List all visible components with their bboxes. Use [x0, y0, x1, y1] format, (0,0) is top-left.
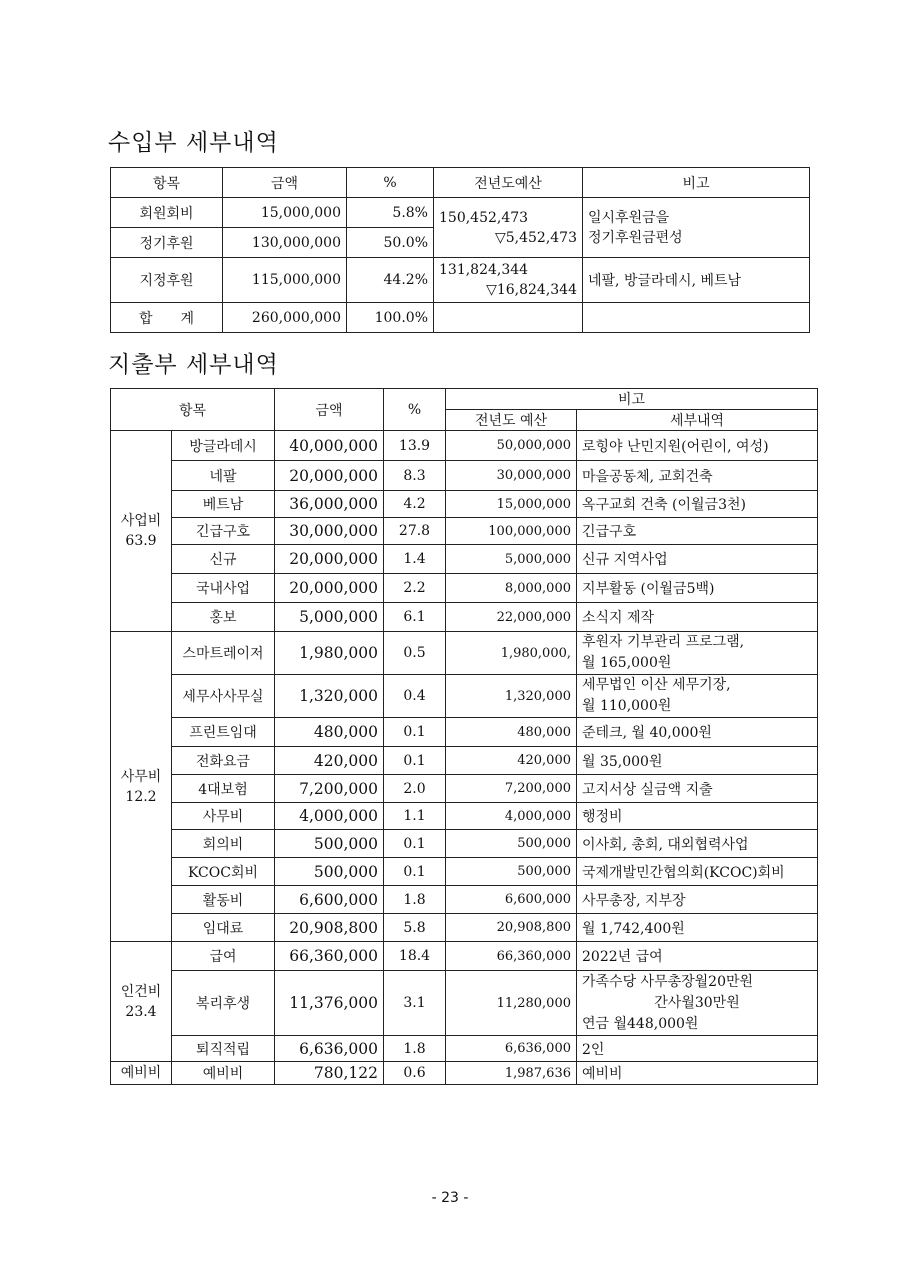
- expense-prev: 7,200,000: [446, 775, 577, 803]
- expense-amount: 66,360,000: [275, 942, 384, 971]
- expense-prev: 50,000,000: [446, 431, 577, 461]
- expense-pct: 2.0: [384, 775, 446, 803]
- expense-detail: 신규 지역사업: [577, 545, 818, 574]
- expense-prev: 20,908,800: [446, 914, 577, 942]
- expense-amount: 500,000: [275, 858, 384, 886]
- expense-header-prev: 전년도 예산: [446, 410, 577, 431]
- income-note-a-line1: 일시후원금을: [588, 209, 670, 226]
- income-note-b: 네팔, 방글라데시, 베트남: [583, 258, 810, 303]
- expense-item: 회의비: [172, 830, 275, 858]
- income-pct: 50.0%: [347, 228, 434, 258]
- expense-detail-line: 연금 월448,000원: [582, 1015, 699, 1032]
- expense-prev: 5,000,000: [446, 545, 577, 574]
- expense-detail: 월 35,000원: [577, 747, 818, 775]
- expense-item: 네팔: [172, 461, 275, 491]
- expense-detail: 로힝야 난민지원(어린이, 여성): [577, 431, 818, 461]
- expense-pct: 8.3: [384, 461, 446, 491]
- expense-prev: 11,280,000: [446, 971, 577, 1036]
- table-row: [111, 632, 818, 675]
- expense-prev: 8,000,000: [446, 574, 577, 603]
- expense-amount: 480,000: [275, 718, 384, 747]
- expense-item: 방글라데시: [172, 431, 275, 461]
- income-prev-b-diff: ▽16,824,344: [486, 282, 577, 298]
- expense-detail: 월 1,742,400원: [577, 914, 818, 942]
- expense-amount: 7,200,000: [275, 775, 384, 803]
- expense-detail: 옥구교회 건축 (이월금3천): [577, 491, 818, 518]
- expense-amount: 500,000: [275, 830, 384, 858]
- expense-detail-line: 가족수당 사무총장월20만원: [582, 973, 754, 990]
- expense-pct: 1.4: [384, 545, 446, 574]
- expense-group-pct: 63.9: [125, 533, 157, 549]
- expense-pct: 0.6: [384, 1062, 446, 1085]
- expense-item: 예비비: [172, 1062, 275, 1085]
- expense-detail-line: 세무법인 이산 세무기장,: [582, 677, 731, 693]
- expense-amount: 20,908,800: [275, 914, 384, 942]
- expense-pct: 6.1: [384, 603, 446, 632]
- expense-prev: 66,360,000: [446, 942, 577, 971]
- expense-item: 세무사사무실: [172, 675, 275, 718]
- income-section-title: 수입부 세부내역: [108, 130, 279, 156]
- table-row: [111, 914, 818, 942]
- expense-detail: 지부활동 (이월금5백): [577, 574, 818, 603]
- income-prev-b: [434, 258, 583, 303]
- table-row: [111, 718, 818, 747]
- expense-header-detail: 세부내역: [577, 410, 818, 431]
- table-row: [111, 830, 818, 858]
- expense-item: 프린트임대: [172, 718, 275, 747]
- expense-prev: 500,000: [446, 830, 577, 858]
- income-header-item: 항목: [111, 168, 223, 198]
- table-row: [111, 971, 818, 1036]
- income-amount: 115,000,000: [223, 258, 347, 303]
- expense-amount: 30,000,000: [275, 518, 384, 545]
- table-row: [111, 491, 818, 518]
- income-header-prev: 전년도예산: [434, 168, 583, 198]
- expense-detail: [577, 971, 818, 1036]
- table-row: [111, 803, 818, 830]
- table-row: [111, 461, 818, 491]
- expense-item: 4대보험: [172, 775, 275, 803]
- income-header-pct: %: [347, 168, 434, 198]
- income-table: [110, 167, 810, 333]
- expense-item: 스마트레이저: [172, 632, 275, 675]
- expense-amount: 420,000: [275, 747, 384, 775]
- expense-group-pct: 12.2: [125, 788, 157, 805]
- expense-prev: 100,000,000: [446, 518, 577, 545]
- expense-pct: 0.4: [384, 675, 446, 718]
- expense-prev: 1,987,636: [446, 1062, 577, 1085]
- expense-pct: 0.1: [384, 747, 446, 775]
- expense-item: 사무비: [172, 803, 275, 830]
- expense-prev: 22,000,000: [446, 603, 577, 632]
- income-header-note: 비고: [583, 168, 810, 198]
- expense-pct: 13.9: [384, 431, 446, 461]
- expense-amount: 20,000,000: [275, 461, 384, 491]
- income-amount: 130,000,000: [223, 228, 347, 258]
- income-prev-b-value: 131,824,344: [439, 262, 529, 278]
- expense-amount: 1,980,000: [275, 632, 384, 675]
- expense-detail: 준테크, 월 40,000원: [577, 718, 818, 747]
- expense-amount: 11,376,000: [275, 971, 384, 1036]
- expense-detail: 예비비: [577, 1062, 818, 1085]
- expense-prev: 1,320,000: [446, 675, 577, 718]
- expense-body: [111, 431, 818, 1085]
- expense-prev: 4,000,000: [446, 803, 577, 830]
- expense-group-cell: [111, 942, 172, 1062]
- expense-pct: 1.8: [384, 1036, 446, 1062]
- expense-detail-line: 간사월30만원: [654, 994, 740, 1011]
- table-row: [111, 1062, 818, 1085]
- income-total-row: [111, 303, 810, 333]
- expense-detail: [577, 675, 818, 718]
- table-row: [111, 858, 818, 886]
- expense-pct: 0.1: [384, 718, 446, 747]
- expense-amount: 6,600,000: [275, 886, 384, 914]
- expense-detail-line: 월 110,000원: [582, 698, 672, 714]
- income-pct: 5.8%: [347, 198, 434, 228]
- expense-pct: 0.1: [384, 830, 446, 858]
- expense-item: 긴급구호: [172, 518, 275, 545]
- income-pct: 44.2%: [347, 258, 434, 303]
- expense-pct: 1.8: [384, 886, 446, 914]
- page-number: - 23 -: [431, 1190, 469, 1206]
- table-row: [111, 574, 818, 603]
- expense-prev: 6,600,000: [446, 886, 577, 914]
- expense-prev: 30,000,000: [446, 461, 577, 491]
- expense-pct: 5.8: [384, 914, 446, 942]
- expense-pct: 0.5: [384, 632, 446, 675]
- expense-group-name: 예비비: [120, 1065, 162, 1081]
- expense-item: KCOC회비: [172, 858, 275, 886]
- income-note-a-line2: 정기후원금편성: [588, 229, 683, 246]
- table-row: [111, 886, 818, 914]
- expense-detail-line: 후원자 기부관리 프로그램,: [582, 634, 745, 650]
- expense-item: 홍보: [172, 603, 275, 632]
- expense-pct: 0.1: [384, 858, 446, 886]
- income-amount: 15,000,000: [223, 198, 347, 228]
- expense-pct: 1.1: [384, 803, 446, 830]
- expense-detail: 2인: [577, 1036, 818, 1062]
- income-total-pct: 100.0%: [347, 303, 434, 333]
- expense-amount: 36,000,000: [275, 491, 384, 518]
- expense-prev: 500,000: [446, 858, 577, 886]
- expense-detail: 이사회, 총회, 대외협력사업: [577, 830, 818, 858]
- expense-group-name: 사무비: [120, 768, 162, 785]
- expense-item: 신규: [172, 545, 275, 574]
- expense-amount: 40,000,000: [275, 431, 384, 461]
- expense-detail: 2022년 급여: [577, 942, 818, 971]
- expense-detail: 마을공동체, 교회건축: [577, 461, 818, 491]
- income-header-row: [111, 168, 810, 198]
- expense-detail: 긴급구호: [577, 518, 818, 545]
- table-row: [111, 431, 818, 461]
- expense-detail: 국제개발민간협의회(KCOC)회비: [577, 858, 818, 886]
- expense-detail: [577, 632, 818, 675]
- table-row: [111, 603, 818, 632]
- expense-group-cell: [111, 431, 172, 632]
- income-item: 회원회비: [111, 198, 223, 228]
- income-total-note: [583, 303, 810, 333]
- expense-amount: 5,000,000: [275, 603, 384, 632]
- table-row: [111, 258, 810, 303]
- expense-prev: 15,000,000: [446, 491, 577, 518]
- expense-pct: 4.2: [384, 491, 446, 518]
- expense-item: 퇴직적립: [172, 1036, 275, 1062]
- expense-item: 임대료: [172, 914, 275, 942]
- expense-amount: 1,320,000: [275, 675, 384, 718]
- expense-pct: 18.4: [384, 942, 446, 971]
- expense-detail-line: 월 165,000원: [582, 655, 672, 671]
- income-total-label: 합 계: [111, 303, 223, 333]
- income-prev-a-value: 150,452,473: [439, 209, 529, 226]
- expense-group-cell: [111, 1062, 172, 1085]
- table-row: [111, 747, 818, 775]
- expense-group-name: 인건비: [120, 983, 162, 1000]
- expense-amount: 4,000,000: [275, 803, 384, 830]
- expense-amount: 20,000,000: [275, 574, 384, 603]
- expense-group-cell: [111, 632, 172, 942]
- income-item: 지정후원: [111, 258, 223, 303]
- expense-header-amount: 금액: [275, 389, 384, 431]
- expense-detail: 소식지 제작: [577, 603, 818, 632]
- expense-group-pct: 23.4: [125, 1003, 157, 1020]
- table-row: [111, 942, 818, 971]
- table-row: [111, 1036, 818, 1062]
- expense-item: 전화요금: [172, 747, 275, 775]
- expense-detail: 사무총장, 지부장: [577, 886, 818, 914]
- expense-item: 국내사업: [172, 574, 275, 603]
- expense-prev: 6,636,000: [446, 1036, 577, 1062]
- expense-header-note: 비고: [446, 389, 818, 410]
- table-row: [111, 775, 818, 803]
- expense-header-item: 항목: [111, 389, 275, 431]
- expense-pct: 2.2: [384, 574, 446, 603]
- expense-prev: 420,000: [446, 747, 577, 775]
- expense-section-title: 지출부 세부내역: [108, 352, 279, 378]
- expense-item: 활동비: [172, 886, 275, 914]
- expense-item: 복리후생: [172, 971, 275, 1036]
- expense-header-pct: %: [384, 389, 446, 431]
- expense-pct: 3.1: [384, 971, 446, 1036]
- expense-item: 베트남: [172, 491, 275, 518]
- table-row: [111, 198, 810, 228]
- income-item: 정기후원: [111, 228, 223, 258]
- expense-table: [110, 388, 818, 1085]
- expense-amount: 6,636,000: [275, 1036, 384, 1062]
- income-prev-a-diff: ▽5,452,473: [494, 229, 577, 246]
- expense-prev: 1,980,000,: [446, 632, 577, 675]
- expense-amount: 20,000,000: [275, 545, 384, 574]
- income-total-prev: [434, 303, 583, 333]
- income-prev-a: [434, 198, 583, 258]
- income-header-amount: 금액: [223, 168, 347, 198]
- expense-detail: 고지서상 실금액 지출: [577, 775, 818, 803]
- expense-header-row: [111, 389, 818, 410]
- expense-pct: 27.8: [384, 518, 446, 545]
- table-row: [111, 675, 818, 718]
- expense-item: 급여: [172, 942, 275, 971]
- table-row: [111, 518, 818, 545]
- income-total-amount: 260,000,000: [223, 303, 347, 333]
- expense-detail: 행정비: [577, 803, 818, 830]
- table-row: [111, 545, 818, 574]
- income-note-a: [583, 198, 810, 258]
- expense-amount: 780,122: [275, 1062, 384, 1085]
- expense-group-name: 사업비: [120, 513, 162, 529]
- expense-prev: 480,000: [446, 718, 577, 747]
